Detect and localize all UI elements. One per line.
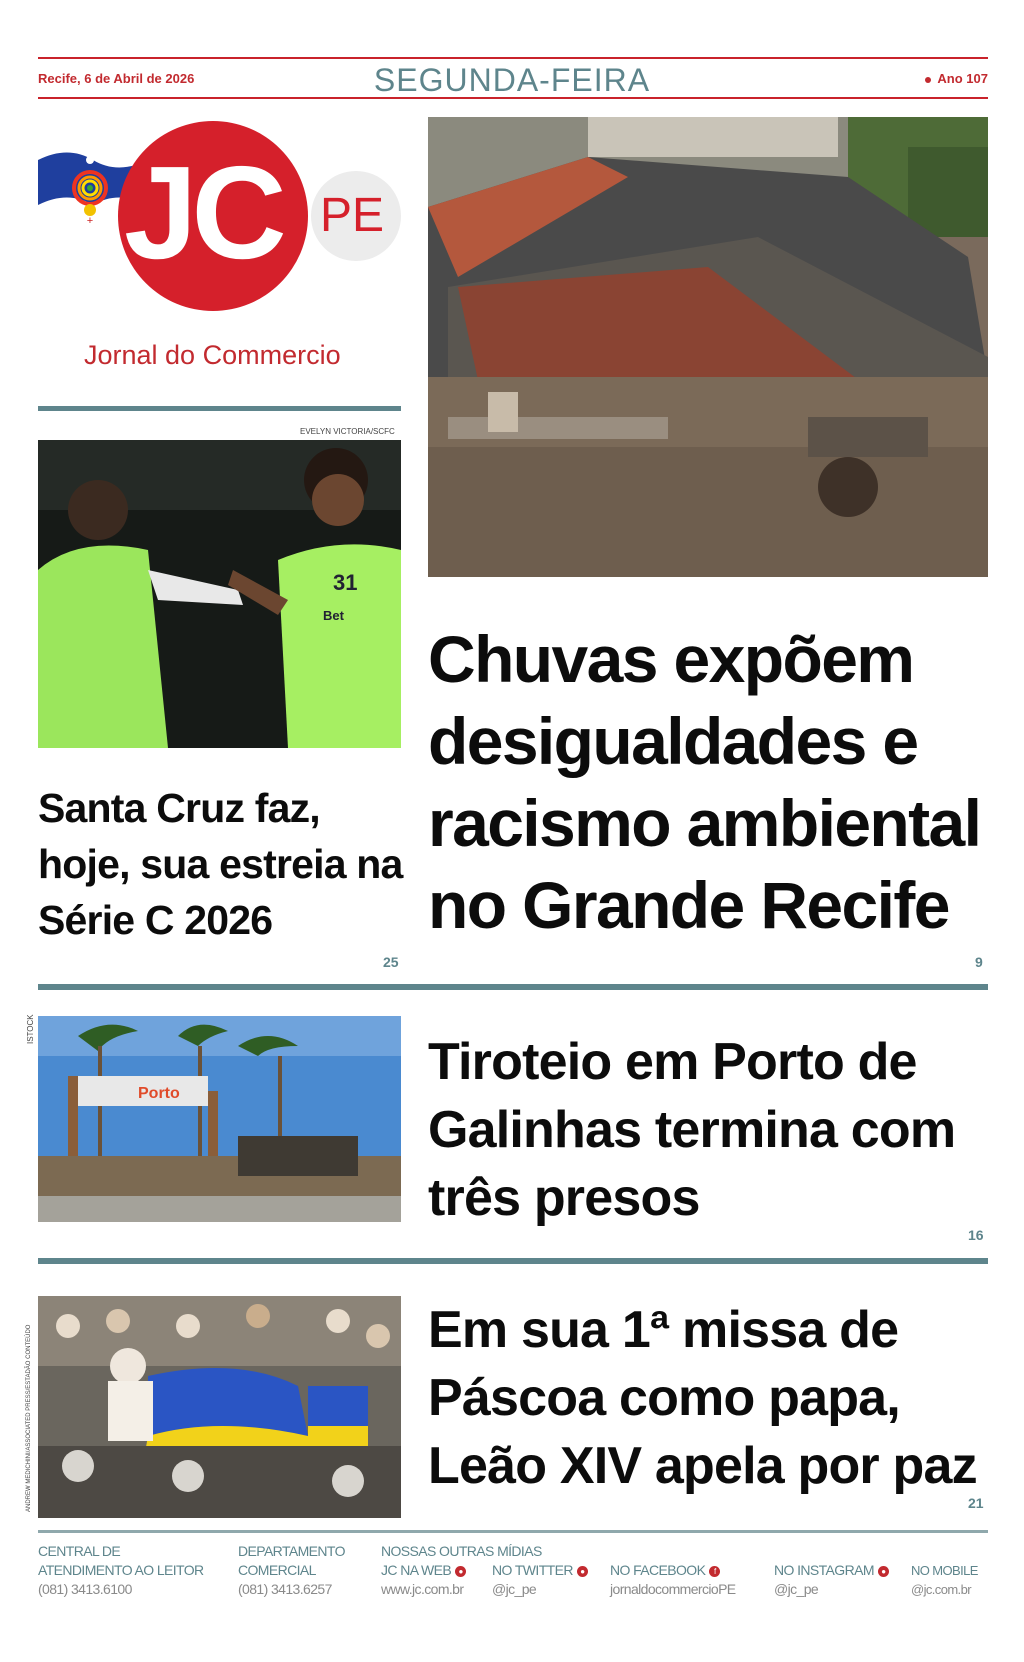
svg-text:Bet: Bet [323, 608, 344, 623]
media-web[interactable] [381, 1561, 486, 1599]
main-headline[interactable]: Chuvas expõem desigualdades e racismo ambiental no Grande Recife [428, 622, 981, 942]
porto-headline[interactable]: Tiroteio em Porto de Galinhas termina com três presos [428, 1033, 956, 1227]
media-mobile-label: NO MOBILE [911, 1563, 978, 1578]
porto-story-photo[interactable] [38, 1016, 401, 1222]
photo-credit: ANDREW MEDICHINI/ASSOCIATED PRESS/ESTADÃO CONTEÚDO [26, 1324, 32, 1512]
central-label-1: CENTRAL DE [38, 1543, 121, 1559]
bullet-icon [925, 77, 931, 83]
collapsed-roof-image [428, 117, 988, 577]
sports-story-photo[interactable] [38, 440, 401, 748]
pope-story-photo[interactable] [38, 1296, 401, 1518]
pope-page-number: 21 [968, 1495, 984, 1511]
crowd-flags-image [38, 1296, 401, 1518]
media-facebook-value[interactable]: jornaldocommercioPE [610, 1581, 736, 1597]
media-facebook[interactable] [604, 1561, 764, 1599]
top-rule [38, 57, 988, 59]
instagram-icon: ● [878, 1566, 889, 1577]
footer-central [38, 1542, 223, 1599]
media-mobile[interactable] [905, 1561, 990, 1599]
svg-text:+: + [86, 215, 94, 227]
footer-comercial [230, 1542, 370, 1599]
section-divider [38, 984, 988, 990]
central-phone[interactable]: (081) 3413.6100 [38, 1581, 132, 1597]
media-web-label: JC NA WEB [381, 1562, 452, 1578]
footer-divider [38, 1530, 988, 1533]
svg-text:31: 31 [333, 570, 358, 595]
media-twitter-label: NO TWITTER [492, 1562, 573, 1578]
players-handshake-image [38, 440, 401, 748]
porto-page-number: 16 [968, 1227, 984, 1243]
logo-name: Jornal do Commercio [84, 340, 341, 370]
pope-headline[interactable]: Em sua 1ª missa de Páscoa como papa, Leão XIV apela por paz [428, 1301, 977, 1495]
media-mobile-value[interactable]: @jc.com.br [911, 1582, 971, 1597]
logo[interactable] [38, 120, 408, 335]
other-media-title: NOSSAS OUTRAS MÍDIAS [381, 1543, 542, 1559]
logo-state: PE [320, 189, 385, 242]
media-web-value[interactable]: www.jc.com.br [381, 1581, 464, 1597]
media-facebook-label: NO FACEBOOK [610, 1562, 706, 1578]
photo-credit: EVELYN VICTORIA/SCFC [300, 427, 395, 436]
comercial-phone[interactable]: (081) 3413.6257 [238, 1581, 332, 1597]
edition-year-label: Ano 107 [937, 71, 988, 86]
central-label-2: ATENDIMENTO AO LEITOR [38, 1562, 204, 1578]
media-twitter-value[interactable]: @jc_pe [492, 1581, 537, 1597]
section-divider [38, 1258, 988, 1264]
edition-year [925, 71, 988, 86]
photo-credit: ISTOCK [26, 1014, 35, 1044]
main-story-photo[interactable] [428, 117, 988, 577]
sports-headline[interactable]: Santa Cruz faz, hoje, sua estreia na Série C 2026 [38, 785, 403, 943]
comercial-label-1: DEPARTAMENTO [238, 1543, 345, 1559]
svg-text:Porto: Porto [138, 1085, 180, 1102]
comercial-label-2: COMERCIAL [238, 1562, 316, 1578]
twitter-icon: ● [577, 1566, 588, 1577]
main-page-number: 9 [975, 954, 983, 970]
section-divider [38, 406, 401, 411]
media-twitter[interactable] [486, 1561, 601, 1599]
media-instagram-label: NO INSTAGRAM [774, 1562, 874, 1578]
media-instagram-value[interactable]: @jc_pe [774, 1581, 819, 1597]
media-instagram[interactable] [768, 1561, 903, 1599]
facebook-icon: f [709, 1566, 720, 1577]
edition-weekday: SEGUNDA-FEIRA [373, 62, 651, 98]
sports-page-number: 25 [383, 954, 399, 970]
footer-other-media [373, 1542, 983, 1561]
globe-icon: ● [455, 1566, 466, 1577]
beach-gate-image [38, 1016, 401, 1222]
edition-date: Recife, 6 de Abril de 2026 [38, 71, 195, 86]
logo-letters: JC [124, 139, 281, 286]
